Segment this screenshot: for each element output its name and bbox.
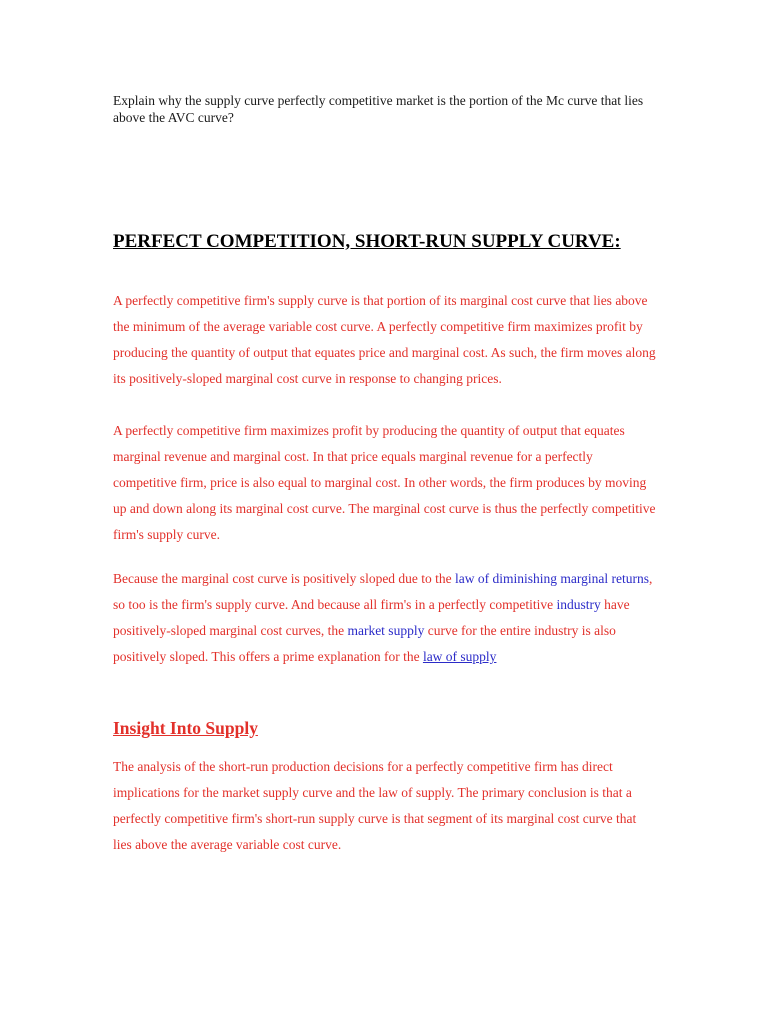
law-of-supply-link[interactable]: law of supply bbox=[422, 649, 497, 664]
market-supply-link[interactable]: market supply bbox=[347, 623, 425, 638]
law-of-diminishing-returns-link[interactable]: law of diminishing marginal returns bbox=[455, 571, 650, 586]
section-heading-text: PERFECT COMPETITION, SHORT-RUN SUPPLY CURVE: bbox=[113, 231, 621, 252]
question-text: Explain why the supply curve perfectly competitive market is the portion of the Mc curve that lies above the AVC curve? bbox=[113, 93, 644, 125]
paragraph-3-text-2: , so too is the firm's supply curve. And because all firm's in a perfectly competitive bbox=[113, 571, 653, 612]
paragraph-2: A perfectly competitive firm maximizes profit by producing the quantity of output that equates marginal revenue and marginal cost. In that price equals marginal revenue for a perfectly competitive firm, price is also equal to marginal cost. In other words, the firm produces by moving up and down along its marginal cost curve. The marginal cost curve is thus the perfectly competitive firm's supply curve. bbox=[113, 423, 656, 542]
section-heading bbox=[113, 231, 633, 253]
paragraph-3-text-4: curve for the entire industry is also positively sloped. This offers a prime explanation for the bbox=[113, 623, 616, 664]
paragraph-1: A perfectly competitive firm's supply curve is that portion of its marginal cost curve that lies above the minimum of the average variable cost curve. A perfectly competitive firm maximizes profit by producing the quantity of output that equates price and marginal cost. As such, the firm moves along its positively-sloped marginal cost curve in response to changing prices. bbox=[113, 293, 656, 386]
industry-link[interactable]: industry bbox=[556, 597, 601, 612]
insight-heading: Insight Into Supply bbox=[113, 718, 258, 738]
paragraph-3 bbox=[113, 566, 658, 670]
paragraph-3-text-3: have positively-sloped marginal cost curves, the bbox=[113, 597, 630, 638]
paragraph-4: The analysis of the short-run production decisions for a perfectly competitive firm has direct implications for the market supply curve and the law of supply. The primary conclusion is that a perfectly competitive firm's short-run supply curve is that segment of its marginal cost curve that lies above the average variable cost curve. bbox=[113, 759, 637, 852]
paragraph-3-text-1: Because the marginal cost curve is positively sloped due to the bbox=[113, 571, 456, 586]
